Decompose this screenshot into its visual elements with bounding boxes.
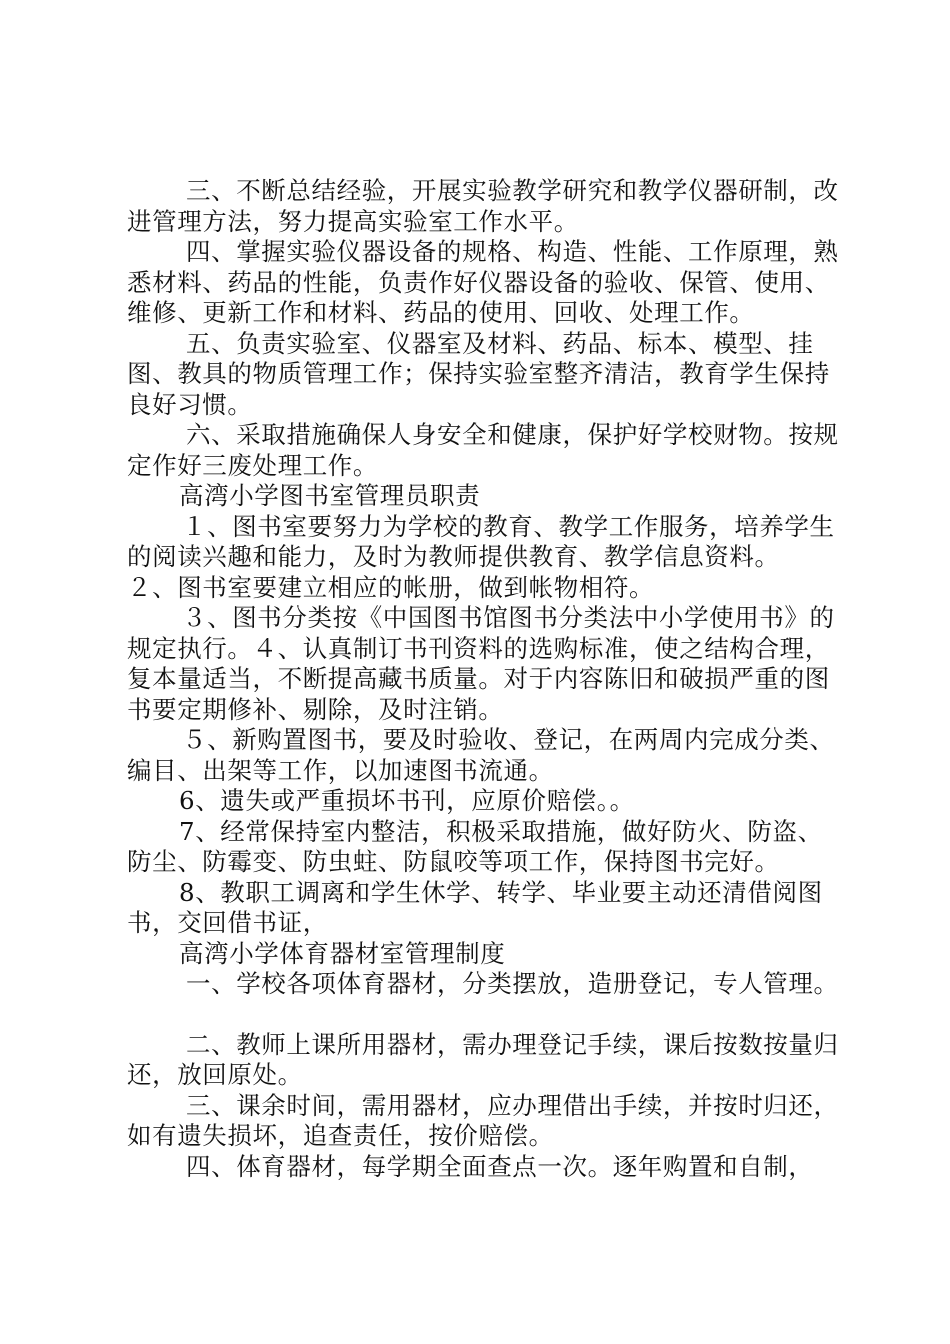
paragraph-library-1: １、图书室要努力为学校的教育、教学工作服务，培养学生的阅读兴趣和能力，及时为教师提供教育、教学信息资料。 [127,511,835,571]
paragraph-library-5: ５、新购置图书，要及时验收、登记，在两周内完成分类、编目、出架等工作，以加速图书流通。 [127,725,835,785]
document-body [127,176,847,1182]
paragraph-lab-3: 三、不断总结经验，开展实验教学研究和教学仪器研制，改进管理方法，努力提高实验室工作水平。 [127,176,839,236]
paragraph-lab-4: 四、掌握实验仪器设备的规格、构造、性能、工作原理，熟悉材料、药品的性能，负责作好仪器设备的验收、保管、使用、维修、更新工作和材料、药品的使用、回收、处理工作。 [127,237,839,327]
paragraph-sports-1: 一、学校各项体育器材，分类摆放，造册登记，专人管理。 [186,969,839,998]
paragraph-lab-5: 五、负责实验室、仪器室及材料、药品、标本、模型、挂图、教具的物质管理工作；保持实验室整齐清洁，教育学生保持良好习惯。 [127,328,830,419]
paragraph-sports-4: 四、体育器材，每学期全面查点一次。逐年购置和自制， [186,1151,814,1181]
paragraph-library-2: ２、图书室要建立相应的帐册，做到帐物相符。 [127,572,655,602]
paragraph-gap [127,1000,847,1030]
heading-sports-equipment-rules: 高湾小学体育器材室管理制度 [179,938,506,968]
paragraph-sports-3: 三、课余时间，需用器材，应办理借出手续，并按时归还，如有遗失损坏，追查责任，按价赔偿。 [127,1090,839,1150]
paragraph-lab-6: 六、采取措施确保人身安全和健康，保护好学校财物。按规定作好三废处理工作。 [127,420,839,480]
paragraph-library-6: 6、遗失或严重损坏书刊，应原价赔偿。。 [179,786,635,815]
heading-library-duties: 高湾小学图书室管理员职责 [179,481,481,510]
paragraph-library-8: 8、教职工调离和学生休学、转学、毕业要主动还清借阅图书，交回借书证， [127,877,823,937]
paragraph-library-3-4: ３、图书分类按《中国图书馆图书分类法中小学使用书》的规定执行。４、认真制订书刊资料的选购标准，使之结构合理，复本量适当，不断提高藏书质量。对于内容陈旧和破损严重的图书要定期修补、剔除，及时注销。 [127,603,835,724]
paragraph-sports-2: 二、教师上课所用器材，需办理登记手续，课后按数按量归还，放回原处。 [127,1029,839,1089]
paragraph-library-7: 7、经常保持室内整洁，积极采取措施，做好防火、防盗、防尘、防霉变、防虫蛀、防鼠咬等项工作，保持图书完好。 [127,816,823,876]
